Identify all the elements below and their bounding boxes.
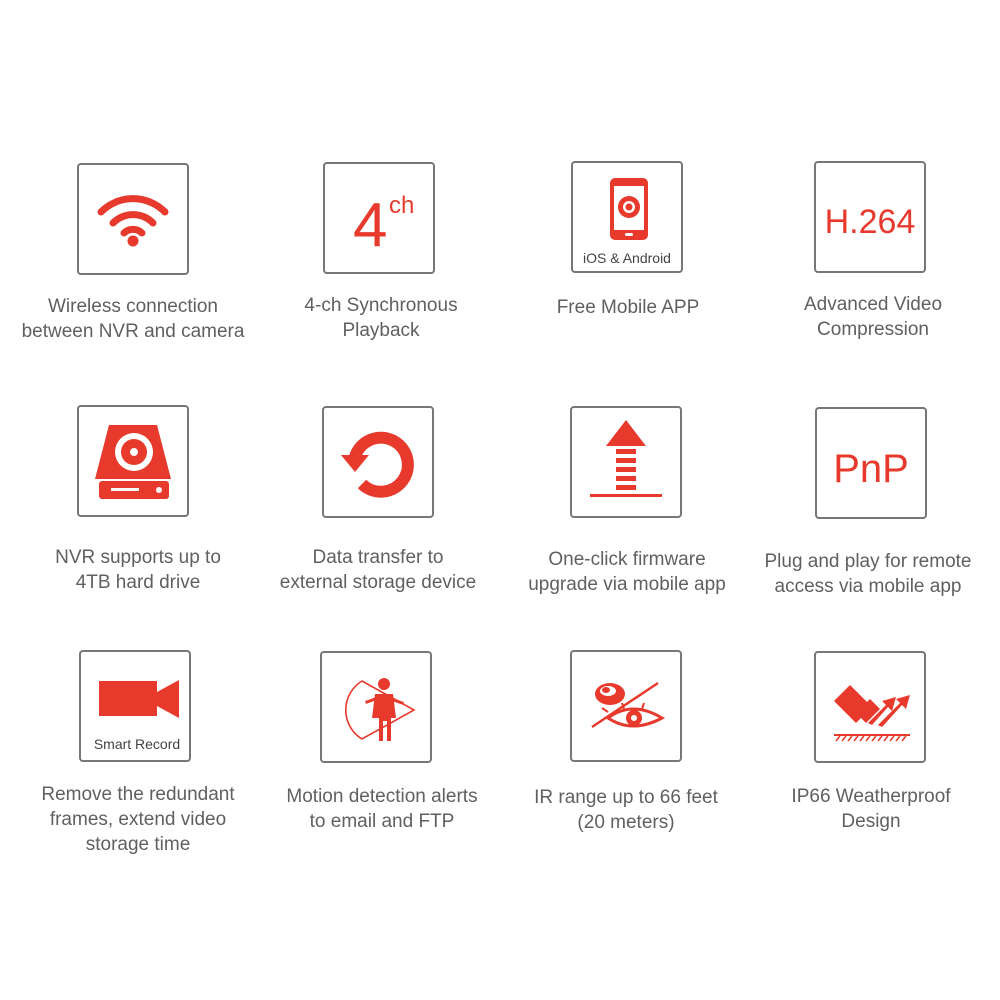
h264-icon — [816, 163, 924, 271]
feature-caption-hard-drive: NVR supports up to 4TB hard drive — [55, 547, 221, 593]
four-channel-icon — [325, 164, 433, 272]
feature-tile-data-transfer — [322, 406, 434, 518]
mobile-phone-icon — [573, 163, 681, 271]
feature-caption-smart-record: Remove the redundant frames, extend video storage time — [41, 784, 235, 855]
feature-tile-pnp — [815, 407, 927, 519]
feature-tile-motion — [320, 651, 432, 763]
video-camera-icon — [81, 652, 189, 760]
feature-caption-mobile-app: Free Mobile APP — [556, 297, 700, 318]
feature-tile-h264 — [814, 161, 926, 273]
feature-caption-weatherproof: IP66 Weatherproof Design — [791, 786, 951, 832]
feature-caption-wireless: Wireless connection between NVR and camera — [21, 296, 245, 342]
feature-tile-smart-record — [79, 650, 191, 762]
svg-text:ch: ch — [389, 192, 415, 219]
refresh-icon — [324, 408, 432, 516]
wifi-icon — [79, 165, 187, 273]
feature-tile-firmware — [570, 406, 682, 518]
feature-tile-mobile-app — [571, 161, 683, 273]
feature-tile-weatherproof — [814, 651, 926, 763]
feature-caption-4ch: 4-ch Synchronous Playback — [304, 295, 458, 341]
feature-tile-wireless — [77, 163, 189, 275]
svg-text:4: 4 — [353, 191, 388, 260]
feature-tile-hard-drive — [77, 405, 189, 517]
feature-caption-firmware: One-click firmware upgrade via mobile app — [528, 549, 726, 595]
upload-arrow-icon — [572, 408, 680, 516]
svg-text:iOS & Android: iOS & Android — [583, 250, 671, 266]
svg-text:Smart Record: Smart Record — [93, 736, 181, 752]
motion-person-icon — [322, 653, 430, 761]
feature-caption-h264: Advanced Video Compression — [803, 294, 943, 340]
feature-caption-motion: Motion detection alerts to email and FTP — [286, 786, 478, 832]
svg-text:H.264: H.264 — [824, 203, 916, 241]
weatherproof-icon — [816, 653, 924, 761]
pnp-icon — [817, 409, 925, 517]
feature-tile-ir-range — [570, 650, 682, 762]
feature-caption-pnp: Plug and play for remote access via mobile app — [764, 551, 972, 597]
hard-drive-icon — [79, 407, 187, 515]
feature-tile-4ch — [323, 162, 435, 274]
svg-text:PnP: PnP — [833, 447, 909, 491]
ir-eye-icon — [572, 652, 680, 760]
feature-caption-data-transfer: Data transfer to external storage device — [279, 547, 477, 593]
feature-caption-ir-range: IR range up to 66 feet (20 meters) — [534, 787, 718, 833]
